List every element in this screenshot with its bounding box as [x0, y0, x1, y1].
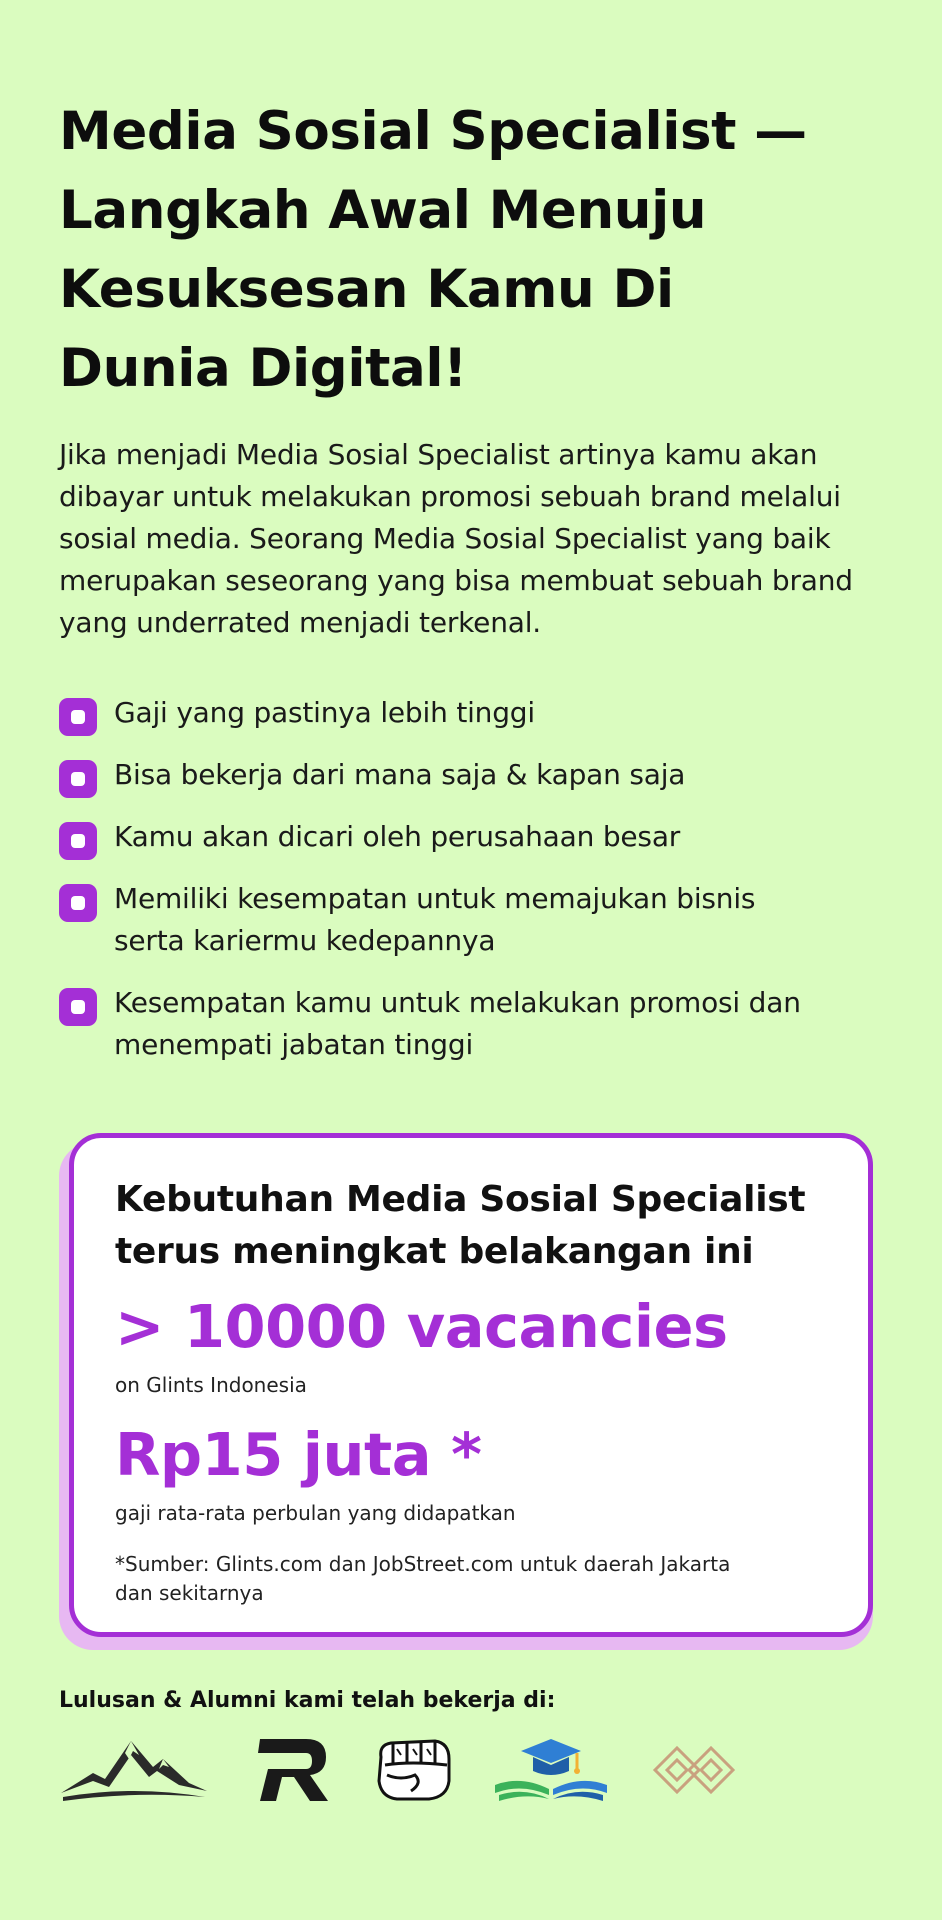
checkbox-icon — [59, 698, 97, 736]
benefit-text: Memiliki kesempatan untuk memajukan bisnis serta kariermu kedepannya — [114, 882, 756, 957]
source-note: *Sumber: Glints.com dan JobStreet.com untuk daerah Jakarta dan sekitarnya — [115, 1552, 731, 1605]
benefit-text: Kesempatan kamu untuk melakukan promosi dan menempati jabatan tinggi — [114, 986, 801, 1061]
benefit-item — [59, 754, 859, 796]
vacancies-stat: > 10000 vacancies — [115, 1292, 728, 1361]
benefit-text: Bisa bekerja dari mana saja & kapan saja — [114, 758, 686, 791]
checkbox-icon — [59, 822, 97, 860]
benefit-item — [59, 692, 859, 734]
benefit-item — [59, 878, 859, 962]
salary-stat: Rp15 juta * — [115, 1420, 482, 1489]
page-title: Media Sosial Specialist — Langkah Awal Menuju Kesuksesan Kamu Di Dunia Digital! — [59, 101, 807, 399]
graduation-book-logo-icon — [491, 1735, 611, 1805]
vacancies-caption: on Glints Indonesia — [115, 1373, 307, 1397]
stats-card — [69, 1133, 873, 1637]
checkbox-icon — [59, 884, 97, 922]
checkbox-icon — [59, 760, 97, 798]
alumni-logos — [59, 1735, 759, 1815]
intro-paragraph: Jika menjadi Media Sosial Specialist artinya kamu akan dibayar untuk melakukan promosi sebuah brand melalui sosial media. Seorang Media Sosial Specialist yang baik merupakan seseorang yang bisa membuat sebuah brand yang underrated menjadi terkenal. — [59, 438, 853, 639]
benefits-list — [59, 692, 859, 1086]
benefit-text: Gaji yang pastinya lebih tinggi — [114, 696, 535, 729]
benefit-item — [59, 816, 859, 858]
mountain-logo-icon — [59, 1735, 209, 1805]
diamond-knot-logo-icon — [649, 1735, 739, 1805]
r-brand-logo-icon — [252, 1735, 332, 1805]
salary-caption: gaji rata-rata perbulan yang didapatkan — [115, 1501, 516, 1525]
benefit-item — [59, 982, 859, 1066]
checkbox-icon — [59, 988, 97, 1026]
fist-logo-icon — [371, 1735, 455, 1805]
alumni-title: Lulusan & Alumni kami telah bekerja di: — [59, 1688, 556, 1713]
benefit-text: Kamu akan dicari oleh perusahaan besar — [114, 820, 681, 853]
stats-card-heading: Kebutuhan Media Sosial Specialist terus meningkat belakangan ini — [115, 1179, 806, 1272]
